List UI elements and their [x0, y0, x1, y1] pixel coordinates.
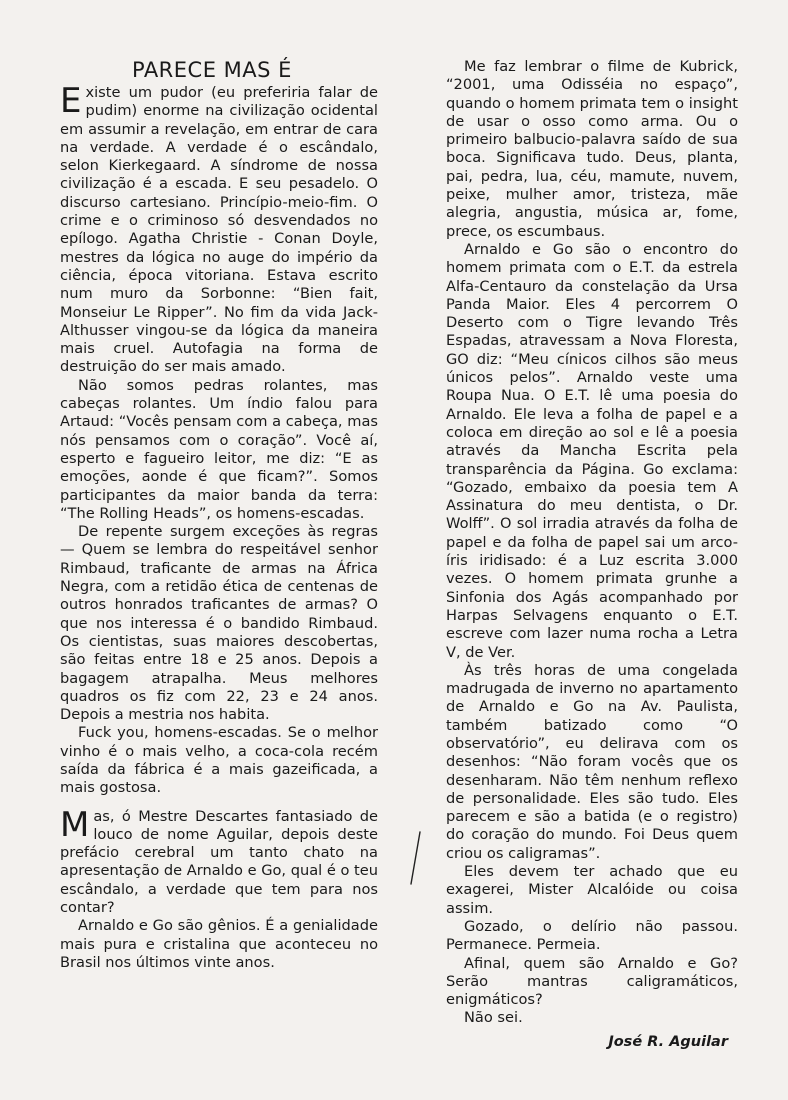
paragraph: Não somos pedras rolantes, mas cabeças rolantes. Um índio falou para Artaud: “Vocês pensam com a cabeça, mas nós pensamos com o coração”. Você aí, esperto e fagueiro leitor, me diz: “E as emoções, aonde é que ficam?”. Somos participantes da maior banda da terra: “The Rolling Heads”, os homens-escadas.: [60, 376, 378, 522]
paragraph: Arnaldo e Go são o encontro do homem primata com o E.T. da estrela Alfa-Centauro da constelação da Ursa Panda Maior. Eles 4 percorrem O Deserto com o Tigre levando Três Espadas, atravessam a Nova Floresta, GO diz: “Meu cínicos cilhos são meus únicos pelos”. Arnaldo veste uma Roupa Nua. O E.T. lê uma poesia do Arnaldo. Ele leva a folha de papel e a coloca em direção ao sol e lê a poesia através da Mancha Escrita pela transparência da Página. Go exclama: “Gozado, embaixo da poesia tem A Assinatura do meu dentista, o Dr. Wolff”. O sol irradia através da folha de papel e da folha de papel sai um arco-íris iridisado: é a Luz escrita 3.000 vezes. O homem primata grunhe a Sinfonia dos Agás acompanhado por Harpas Selvagens enquanto o E.T. escreve com lazer numa rocha a Letra V, de Ver.: [446, 240, 738, 661]
paragraph: Me faz lembrar o filme de Kubrick, “2001, uma Odisséia no espaço”, quando o homem primata tem o insight de usar o osso como arma. Ou o primeiro balbucio-palavra saído de sua boca. Significava tudo. Deus, planta, pai, pedra, lua, céu, mamute, nuvem, peixe, mulher amor, tristeza, mãe alegria, angustia, música ar, fome, prece, os escumbaus.: [446, 58, 738, 240]
paragraph: Às três horas de uma congelada madrugada de inverno no apartamento de Arnaldo e Go na Av. Paulista, também batizado como “O observatório”, eu delirava com os desenhos: “Não foram vocês que os desenharam. Não têm nenhum reflexo de personalidade. Eles são tudo. Eles parecem e são a batida (e o registro) do coração do mundo. Foi Deus quem criou os caligramas”.: [446, 661, 738, 862]
paragraph: De repente surgem exceções às regras — Quem se lembra do respeitável senhor Rimbaud, traficante de armas na África Negra, com a retidão ética de centenas de outros honrados traficantes de armas? O que nos interessa é o bandido Rimbaud. Os cientistas, suas maiores descobertas, são feitas entre 18 e 25 anos. Depois a bagagem atrapalha. Meus melhores quadros os fiz com 22, 23 e 24 anos. Depois a mestria nos habita.: [60, 523, 378, 724]
paragraph: [60, 804, 378, 918]
right-column: [446, 58, 738, 1028]
drop-cap: E: [60, 81, 82, 121]
article-title: PARECE MAS É: [132, 58, 292, 82]
paragraph: Eles devem ter achado que eu exagerei, Mister Alcalóide ou coisa assim.: [446, 863, 738, 917]
paragraph: Fuck you, homens-escadas. Se o melhor vinho é o mais velho, a coca-cola recém saída da fábrica é a mais gazeificada, a mais gostosa.: [60, 724, 378, 797]
intro-text: xiste um pudor (eu preferiria falar de pudim) enorme na civilização ocidental em assumir a revelação, em entrar de cara na verdade. A verdade é o escândalo, selon Kierkegaard. A síndrome de nossa civilização é a escada. E seu pesadelo. O discurso cartesiano. Princípio-meio-fim. O crime e o criminoso só desvendados no epílogo. Agatha Christie - Conan Doyle, mestres da lógica no auge do império da ciência, época vitoriana. Estava escrito num muro da Sorbonne: “Bien fait, Monseiur Le Ripper”. No fim da vida Jack-Althusser vingou-se da lógica da maneira mais cruel. Autofagia na forma de destruição do ser mais amado.: [60, 84, 378, 376]
intro-paragraph: [60, 81, 378, 377]
paragraph: Afinal, quem são Arnaldo e Go? Serão mantras caligramáticos, enigmáticos?: [446, 954, 738, 1009]
section-gap: [60, 798, 378, 808]
author-signature: José R. Aguilar: [608, 1034, 728, 1050]
left-column: [60, 81, 378, 972]
paragraph: Não sei.: [464, 1009, 523, 1027]
drop-cap: M: [60, 804, 90, 845]
paragraph: Gozado, o delírio não passou. Permanece. Permeia.: [446, 917, 738, 954]
pen-stroke-mark: [408, 830, 422, 886]
paragraph-text: as, ó Mestre Descartes fantasiado de louco de nome Aguilar, depois deste prefácio cerebral um tanto chato na apresentação de Arnaldo e Go, qual é o teu escândalo, a verdade que tem para nos contar?: [60, 807, 378, 917]
paragraph: Arnaldo e Go são gênios. É a genialidade mais pura e cristalina que aconteceu no Brasil nos últimos vinte anos.: [60, 917, 378, 971]
